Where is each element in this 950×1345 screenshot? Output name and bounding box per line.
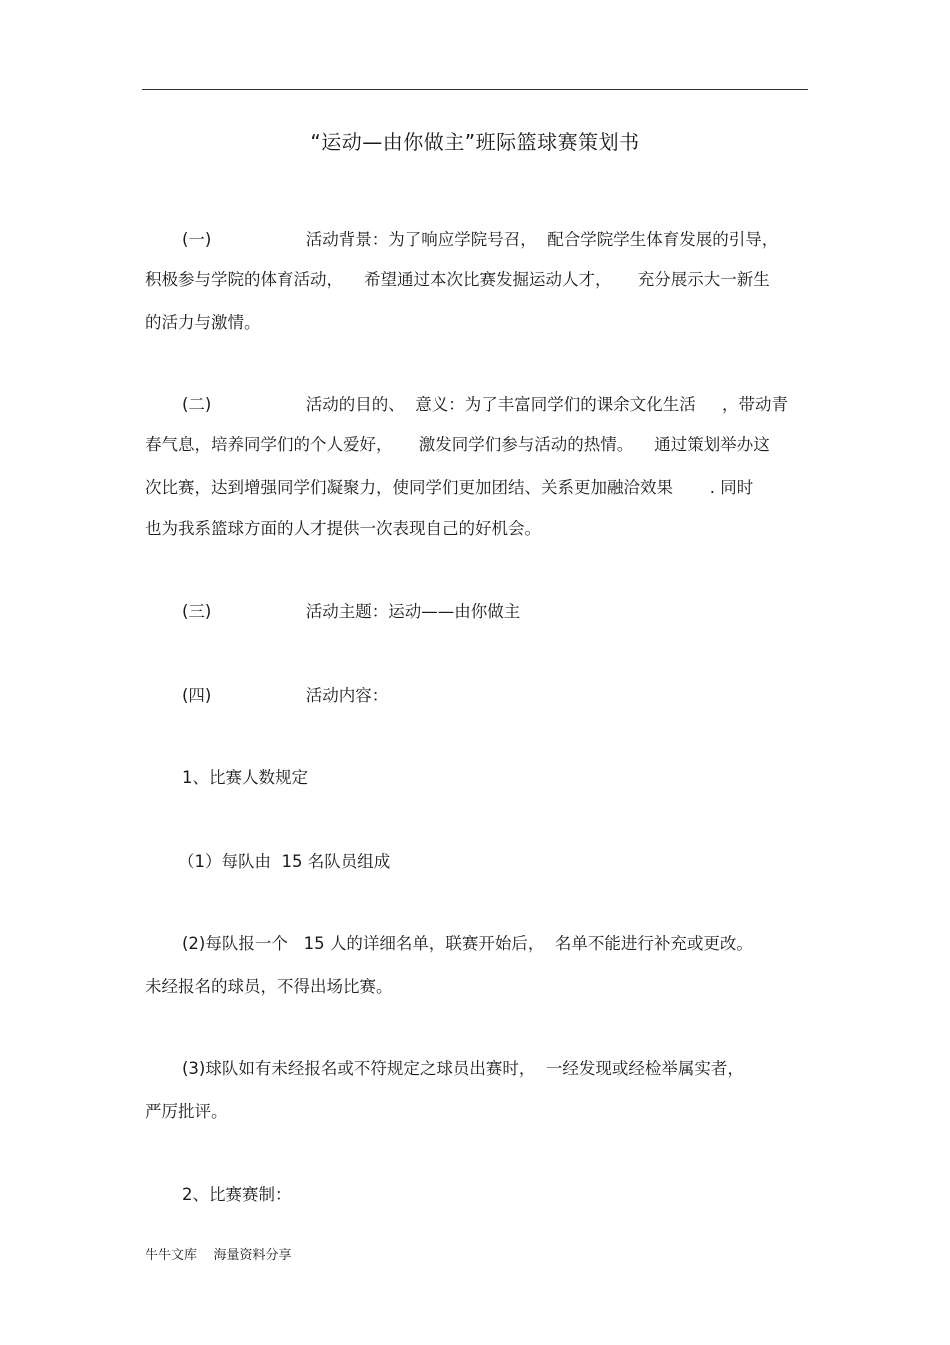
section-2-line-1: (二) 活动的目的、 意义：为了丰富同学们的课余文化生活 ，带动青 (182, 395, 788, 414)
section-1-line-1: (一) 活动背景：为了响应学院号召， 配合学院学生体育发展的引导， (182, 230, 779, 249)
section-2-line-3: 次比赛，达到增强同学们凝聚力，使同学们更加团结、关系更加融洽效果 . 同时 (145, 478, 754, 497)
item-1-rule-3-line-1: (3)球队如有未经报名或不符规定之球员出赛时， 一经发现或经检举属实者， (182, 1059, 744, 1078)
item-1-rule-1: （1）每队由 15 名队员组成 (178, 852, 391, 871)
item-1-heading: 1、比赛人数规定 (182, 768, 308, 787)
item-1-rule-2-line-2: 未经报名的球员，不得出场比赛。 (145, 977, 393, 996)
item-1-rule-3-line-2: 严厉批评。 (145, 1102, 228, 1121)
item-1-rule-2-line-1: (2)每队报一个 15 人的详细名单，联赛开始后， 名单不能进行补充或更改。 (182, 934, 753, 953)
section-2-line-2: 春气息，培养同学们的个人爱好， 激发同学们参与活动的热情。 通过策划举办这 (145, 435, 770, 454)
document-title: “运动—由你做主”班际篮球赛策划书 (310, 130, 640, 154)
item-2-heading: 2、比赛赛制： (182, 1185, 292, 1204)
section-1-line-3: 的活力与激情。 (145, 313, 261, 332)
page-footer: 牛牛文库 海量资料分享 (145, 1248, 292, 1263)
section-2-line-4: 也为我系篮球方面的人才提供一次表现自己的好机会。 (145, 519, 541, 538)
section-4-line-1: (四) 活动内容： (182, 686, 389, 705)
header-rule (142, 89, 808, 90)
section-1-line-2: 积极参与学院的体育活动， 希望通过本次比赛发掘运动人才， 充分展示大一新生 (145, 270, 770, 289)
section-3-line-1: (三) 活动主题：运动——由你做主 (182, 602, 521, 621)
